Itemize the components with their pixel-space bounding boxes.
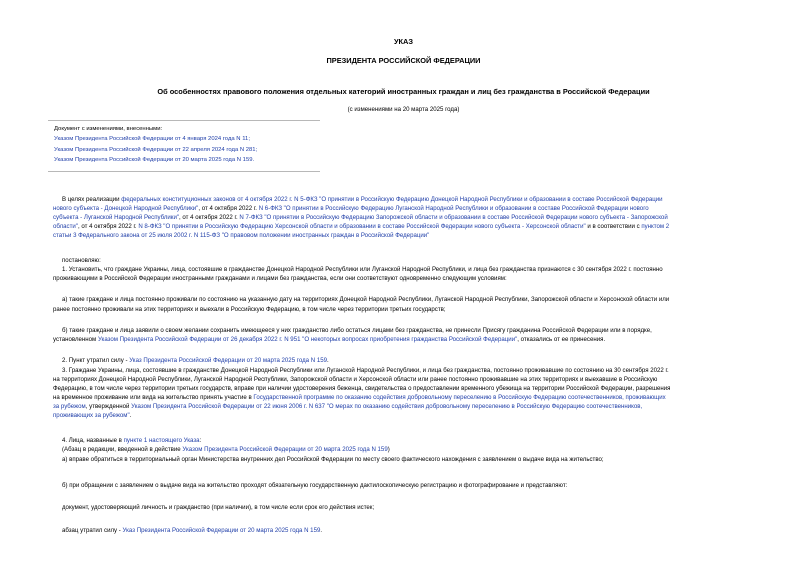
text-run: 2. Пункт утратил силу - [62,357,130,364]
state-program-link[interactable]: Государственной программе по оказанию содействия добровольному переселению в Российскую Федерацию соотечественников, проживающих [253,394,666,401]
clause-3 [53,412,131,421]
clause-1a: а) такие граждане и лица постоянно проживали по состоянию на указанную дату на территориях Донецкой Народной Республики, Луганской Народной Республики, Запорожской области и Херсонской области или [62,296,670,303]
text-run: В целях реализации [62,196,122,203]
text-run: . [320,527,323,534]
state-program-link-cont[interactable]: за рубежом [53,403,86,410]
law-link-5fkz-cont[interactable]: нового субъекта - Донецкой Народной Республики" [53,205,199,212]
clause-1-link[interactable]: пункте 1 настоящего Указа [123,437,200,444]
amendment-link-1[interactable]: Указом Президента Российской Федерации от 4 января 2024 года N 11; [54,136,250,142]
clause-3: на территориях Донецкой Народной Республики, Луганской Народной Республики, Запорожской области и Херсонской области или ранее постоянно проживавшие на этих территориях и выехавшие в Российскую [53,376,658,383]
decree-159-link[interactable]: Указ Президента Российской Федерации от 20 марта 2025 года N 159 [122,527,321,534]
text-run: абзац утратил силу - [62,527,123,534]
law-link-115fz[interactable]: пунктом 2 [641,223,670,230]
preamble-line [53,223,669,232]
revision-note: (с изменениями на 20 марта 2025 года) [347,106,460,113]
clause-4 [62,437,201,446]
law-link-5fkz[interactable]: федеральных конституционных законов от 4 октября 2022 г. N 5-ФКЗ "О принятии в Российскую Федерацию Донецкой Народной Республики и образовании в составе Российской Федерации [121,196,663,203]
preamble-line [53,214,668,223]
clause-1b [53,336,605,345]
preamble-line [53,205,649,214]
decree-159-link[interactable]: Указ Президента Российской Федерации от 20 марта 2025 года N 159 [129,357,328,364]
decree-subject: Об особенностях правового положения отдельных категорий иностранных граждан и лиц без гражданства в Российской Федерации [157,87,650,96]
repealed-paragraph [62,527,322,536]
text-run: , от 4 октября 2022 г. [198,205,259,212]
clause-2 [62,357,329,366]
text-run: , от 4 октября 2022 г. [179,214,240,221]
text-run: (Абзац в редакции, введенной в действие [62,446,183,453]
clause-3 [53,403,642,412]
decree-159-link[interactable]: Указом Президента Российской Федерации от 20 марта 2025 года N 159 [182,446,388,453]
amendment-link-2[interactable]: Указом Президента Российской Федерации от 22 апреля 2024 года N 281; [54,147,258,153]
text-run: : [199,437,202,444]
decree-637-link-cont[interactable]: проживающих за рубежом" [53,412,130,419]
amendment-link-3[interactable]: Указом Президента Российской Федерации от 20 марта 2025 года N 159. [54,157,255,163]
divider [48,171,320,172]
clause-3: 3. Граждане Украины, лица, состоявшие в гражданстве Донецкой Народной Республики или Луганской Народной Республики, и лица без гражданства, постоянно проживавшие по состоянию на 30 сентября 2022 г. [62,367,669,374]
decree-word: постановляю: [62,257,101,264]
law-link-7fkz-cont[interactable]: области" [53,223,78,230]
law-link-7fkz[interactable]: N 7-ФКЗ "О принятии в Российскую Федерацию Запорожской области и образовании в составе Российской Федерации нового субъекта - Запорожской [239,214,668,221]
law-link-115fz-cont[interactable]: статьи 3 Федерального закона от 25 июля 2002 г. N 115-ФЗ "О правовом положении иностранных граждан в Российской Федерации" [53,232,430,239]
clause-1: проживающими в Российской Федерации иностранными гражданами и лицами без гражданства, если они соответствуют одновременно следующим условиям: [53,275,507,282]
law-link-8fkz[interactable]: N 8-ФКЗ "О принятии в Российскую Федерацию Херсонской области и образовании в составе Российской Федерации нового субъекта - Херсонской области" [138,223,586,230]
text-run: , отказались от ее принесения. [517,336,606,343]
text-run: . [129,412,132,419]
clause-4a: а) вправе обратиться в территориальный орган Министерства внутренних дел Российской Федерации по месту своего фактического нахождения с заявлением о выдаче вида на жительство; [62,456,604,463]
decree-951-link[interactable]: Указом Президента Российской Федерации от 26 декабря 2022 г. N 951 "О некоторых вопросах приобретения гражданства Российской Федерации" [97,336,518,343]
text-run: установленном [53,336,98,343]
changes-heading: Документ с изменениями, внесенными: [54,126,163,132]
preamble-line [53,232,429,241]
text-run: и в соответствии с [585,223,642,230]
decree-title: УКАЗ [393,37,414,46]
law-link-6fkz-cont[interactable]: субъекта - Луганской Народной Республики" [53,214,180,221]
clause-3: Федерацию, в том числе через территории третьих государств, вправе при наличии удостоверения беженца, свидетельства о предоставлении временного убежища на территории Российской Федерации, разрешения [53,385,671,392]
preamble-line [62,196,663,205]
decree-637-link[interactable]: Указом Президента Российской Федерации от 22 июня 2006 г. N 637 "О мерах по оказанию содействия добровольному переселению в Российскую Федерацию соотечественников, [131,403,643,410]
clause-4b: б) при обращении с заявлением о выдаче вида на жительство проходят обязательную государственную дактилоскопическую регистрацию и фотографирование и представляют: [62,482,568,489]
issuer-title: ПРЕЗИДЕНТА РОССИЙСКОЙ ФЕДЕРАЦИИ [326,56,481,65]
document-item: документ, удостоверяющий личность и гражданство (при наличии), в том числе если срок его действия истек; [62,504,375,511]
clause-1a: ранее постоянно проживали на этих территориях и выехали в Российскую Федерацию, в том числе через территории третьих государств; [53,306,446,313]
law-link-6fkz[interactable]: N 6-ФКЗ "О принятии в Российскую Федерацию Луганской Народной Республики и образовании в составе Российской Федерации нового [258,205,649,212]
clause-1b: б) такие граждане и лица заявили о своем желании сохранить имеющееся у них гражданство либо остаться лицами без гражданства, не принесли Присягу гражданина Российской Федерации или в порядке, [62,327,652,334]
text-run: ) [387,446,390,453]
clause-4-edition-note [62,446,390,455]
text-run: на временное проживание или вида на жительство принять участие в [53,394,254,401]
text-run: , утвержденной [85,403,132,410]
text-run: 4. Лица, названные в [62,437,124,444]
clause-1: 1. Установить, что граждане Украины, лица, состоявшие в гражданстве Донецкой Народной Республики или Луганской Народной Республики, и лица без гражданства признаются с 30 сентября 2022 г. постоянно [62,266,663,273]
divider [48,120,320,121]
clause-3 [53,394,666,403]
text-run: . [327,357,329,364]
text-run: , от 4 октября 2022 г. [77,223,139,230]
